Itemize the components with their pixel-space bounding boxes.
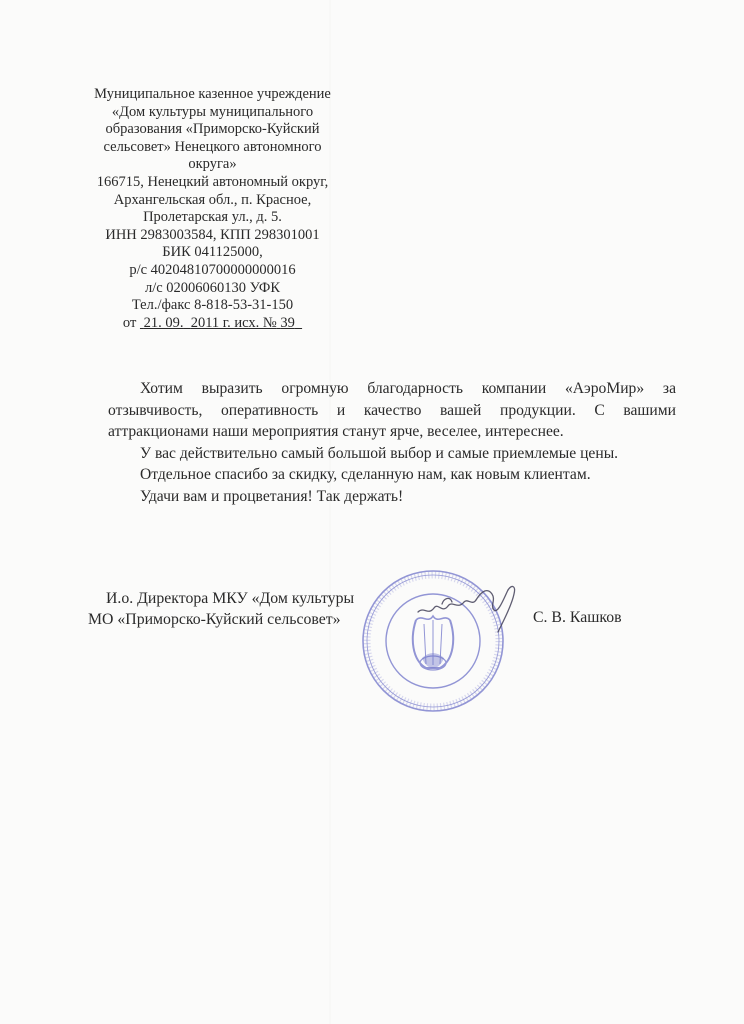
letter-body bbox=[108, 378, 676, 508]
letterhead-line: Пролетарская ул., д. 5. bbox=[143, 209, 282, 226]
signatory-title bbox=[88, 588, 354, 630]
letterhead-line: сельсовет» Ненецкого автономного bbox=[103, 138, 322, 155]
letterhead-line: образования «Приморско-Куйский bbox=[105, 121, 320, 138]
letterhead-line: Муниципальное казенное учреждение bbox=[94, 86, 331, 102]
ref-prefix: от bbox=[122, 314, 137, 331]
letterhead-line: ИНН 2983003584, КПП 298301001 bbox=[105, 226, 320, 243]
signatory-name: С. В. Кашков bbox=[533, 609, 622, 626]
letterhead-line: «Дом культуры муниципального bbox=[111, 103, 314, 120]
letterhead-line: БИК 041125000, bbox=[162, 244, 263, 261]
body-paragraph: У вас действительно самый большой выбор и самые приемлемые цены. bbox=[140, 444, 619, 462]
letterhead-line: Тел./факс 8-818-53-31-150 bbox=[131, 297, 294, 314]
letterhead-line: Архангельская обл., п. Красное, bbox=[113, 191, 312, 208]
body-paragraph: Удачи вам и процветания! Так держать! bbox=[140, 487, 404, 505]
letterhead-line: л/с 02006060130 УФК bbox=[144, 279, 281, 296]
letterhead-line: р/с 40204810700000000016 bbox=[129, 261, 296, 278]
body-paragraph: Хотим выразить огромную благодарность компании «АэроМир» за отзывчивость, оперативность и качество вашей продукции. С вашими аттракционами наши мероприятия станут ярче, веселее, интереснее. bbox=[108, 380, 676, 441]
signature-block bbox=[88, 588, 688, 708]
letterhead-line: 166715, Ненецкий автономный округ, bbox=[96, 173, 329, 190]
ref-date: 21. 09. 2011 г. исх. № 39 bbox=[143, 314, 295, 331]
outgoing-reference bbox=[80, 315, 345, 333]
signatory-title-line: И.о. Директора МКУ «Дом культуры bbox=[106, 590, 355, 607]
letterhead-line: округа» bbox=[188, 156, 237, 173]
body-paragraph: Отдельное спасибо за скидку, сделанную нам, как новым клиентам. bbox=[140, 466, 591, 484]
signatory-title-line: МО «Приморско-Куйский сельсовет» bbox=[88, 611, 341, 628]
letterhead bbox=[80, 86, 345, 332]
